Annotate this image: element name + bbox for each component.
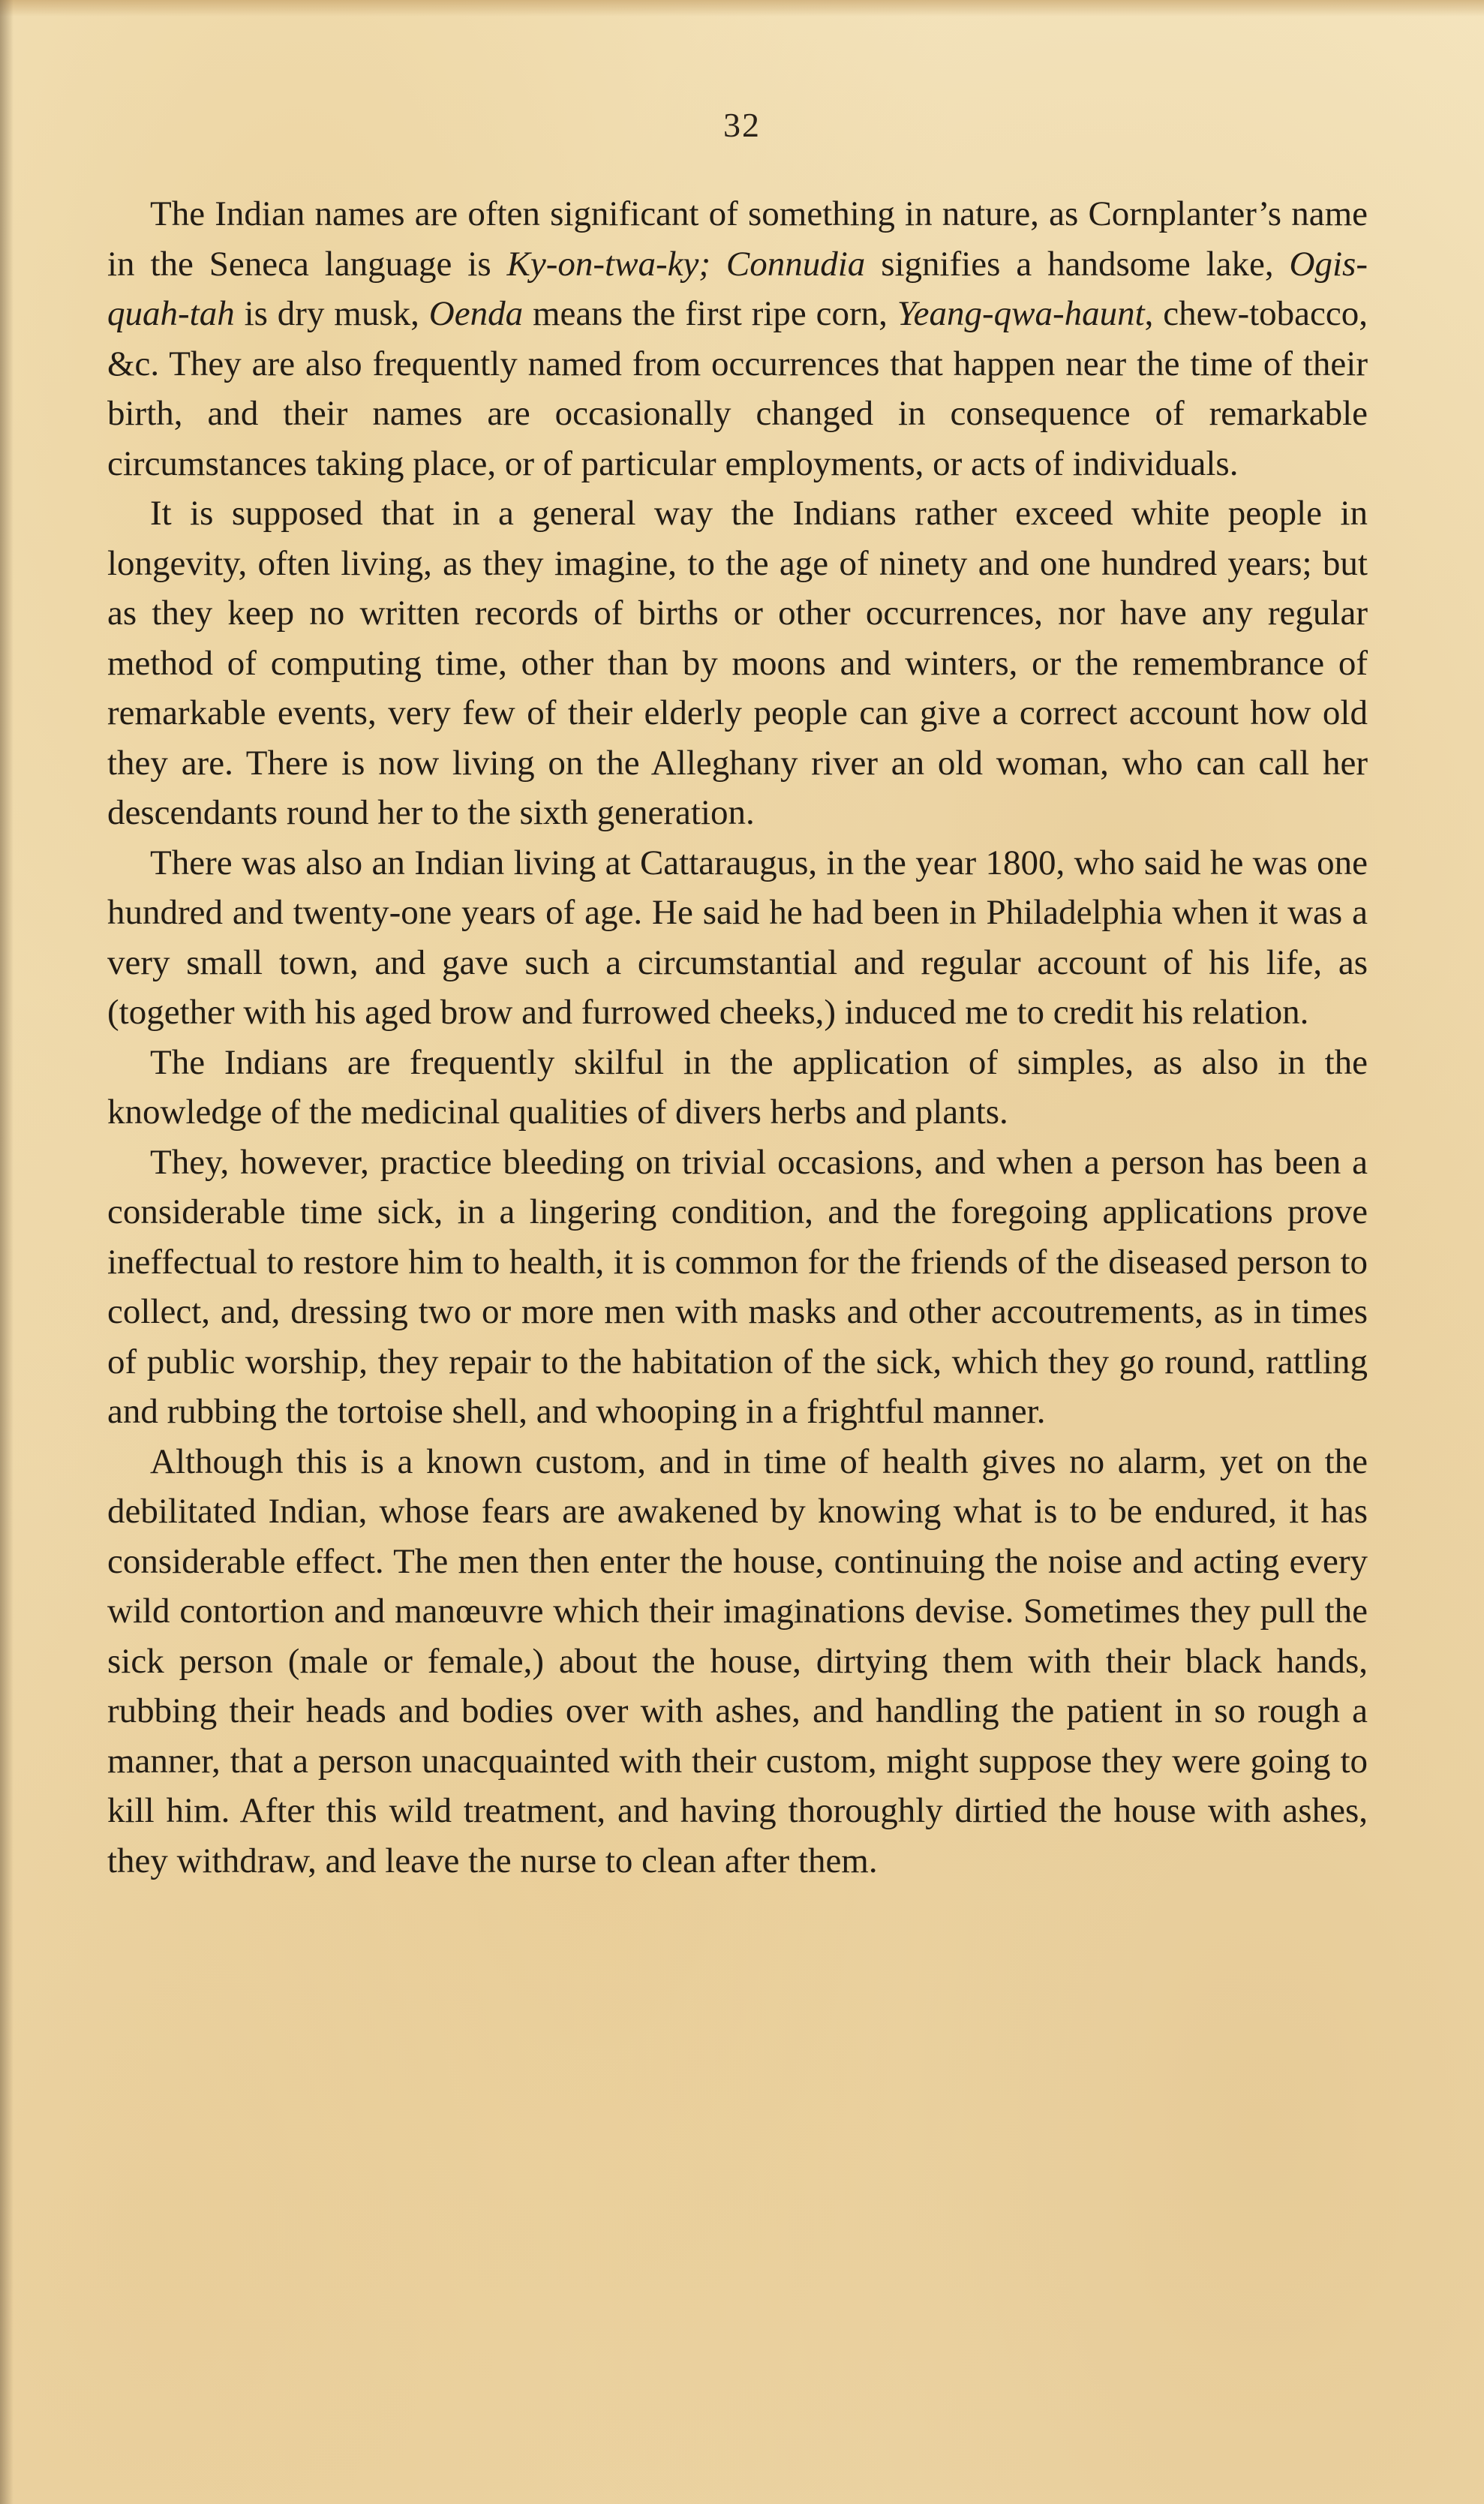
italic-term: Yeang-qwa-haunt [897,294,1145,333]
paragraph [107,1437,1368,1886]
paragraph [107,1038,1368,1138]
italic-term: Ogis-quah-tah [107,244,1368,333]
text-run: is dry musk, [234,294,429,333]
text-run: It is supposed that in a general way the Indians rather exceed white people in longevity, often living, as they imagine, to the age of ninety and one hundred years; but as they keep no written records of births or other occurrences, nor have any regular method of computing time, other than by moons and winters, or the remembrance of remarkable events, very few of their elderly people can give a correct account how old they are. There is now living on the Alleghany river an old woman, who can call her descendants round her to the sixth generation. [107,494,1368,832]
page-binding-shadow [0,0,14,2504]
text-run: means the first ripe corn, [523,294,897,333]
paragraph [107,189,1368,488]
text-run: The Indian names are often significant of something in nature, as Cornplanter’s name in the Seneca language is [107,194,1368,284]
paragraph [107,488,1368,838]
text-run: They, however, practice bleeding on trivial occasions, and when a person has been a considerable time sick, in a lingering condition, and the foregoing applications prove ineffectual to restore him to health, it is common for the friends of the diseased person to collect, and, dressing two or more men with masks and other accoutrements, as in times of public worship, they repair to the habitation of the sick, which they go round, rattling and rubbing the tortoise shell, and whooping in a frightful manner. [107,1142,1368,1431]
text-run: The Indians are frequently skilful in the application of simples, as also in the knowledge of the medicinal qualities of divers herbs and plants. [107,1042,1368,1132]
page-top-shadow [0,0,1484,17]
text-run: Although this is a known custom, and in time of health gives no alarm, yet on the debilitated Indian, whose fears are awakened by knowing what is to be endured, it has considerable effect. The men then enter the house, continuing the noise and acting every wild contortion and manœuvre which their imaginations devise. Sometimes they pull the sick person (male or female,) about the house, dirtying them with their black hands, rubbing their heads and bodies over with ashes, and handling the patient in so rough a manner, that a person unacquainted with their custom, might suppose they were going to kill him. After this wild treatment, and having thoroughly dirtied the house with ashes, they withdraw, and leave the nurse to clean after them. [107,1441,1368,1880]
paragraph [107,838,1368,1038]
text-run: There was also an Indian living at Cattaraugus, in the year 1800, who said he was one hundred and twenty-one years of age. He said he had been in Philadelphia when it was a very small town, and gave such a circumstantial and regular account of his life, as (together with his aged brow and furrowed cheeks,) induced me to credit his relation. [107,843,1368,1032]
paragraph [107,1138,1368,1437]
italic-term: Ky-on-twa-ky; Connudia [506,244,866,284]
text-run: , chew-tobacco, &c. They are also frequently named from occurrences that happen near the time of their birth, and their names are occasionally changed in consequence of remarkable circumstances taking place, or of particular employments, or acts of individuals. [107,294,1368,483]
italic-term: Oenda [428,294,524,333]
page-number: 32 [723,106,761,144]
body-text [107,189,1368,1886]
text-run: signifies a handsome lake, [865,244,1290,284]
